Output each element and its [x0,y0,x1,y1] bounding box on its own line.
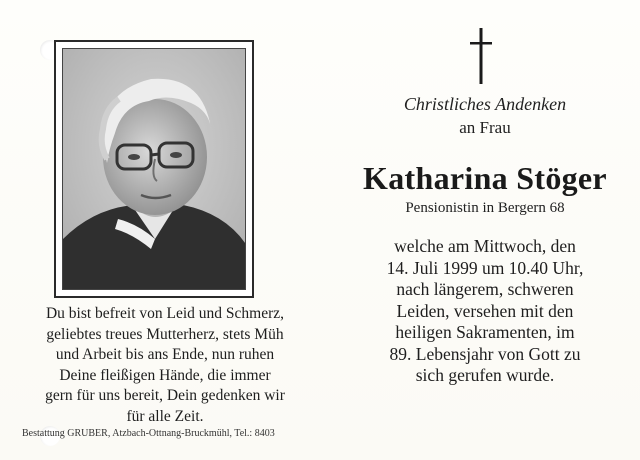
notice-line: sich gerufen wurde. [415,365,555,385]
notice-line: nach längerem, schweren [396,279,574,299]
notice-line: welche am Mittwoch, den [394,236,576,256]
deceased-occupation: Pensionistin in Bergern 68 [405,200,565,216]
poem-line: geliebtes treues Mutterherz, stets Müh [46,325,284,343]
portrait-photo [62,48,246,290]
latin-cross-icon [468,28,494,84]
memorial-heading: Christliches Andenken [403,94,567,114]
poem-line: für alle Zeit. [126,407,204,425]
portrait-image [63,49,246,290]
poem-line: gern für uns bereit, Dein gedenken wir [45,387,285,404]
notice-line: Leiden, versehen mit den [396,300,574,321]
deceased-name: Katharina Stöger [363,160,607,196]
poem-line: und Arbeit bis ans Ende, nun ruhen [55,346,275,363]
portrait-frame [54,40,254,298]
poem-line: Du bist befreit von Leid und Schmerz, [45,305,285,322]
notice-line: 89. Lebensjahr von Gott zu [389,343,581,364]
memorial-poem [20,304,310,427]
death-notice-text [340,236,630,387]
notice-line: heiligen Sakramenten, im [395,322,575,342]
undertaker-credit: Bestattung GRUBER, Atzbach-Ottnang-Bruckmühl, Tel.: 8403 [22,428,275,439]
notice-line: 14. Juli 1999 um 10.40 Uhr, [386,257,584,278]
poem-line: Deine fleißigen Hände, die immer [59,366,271,384]
addressee-prefix: an Frau [459,118,511,137]
